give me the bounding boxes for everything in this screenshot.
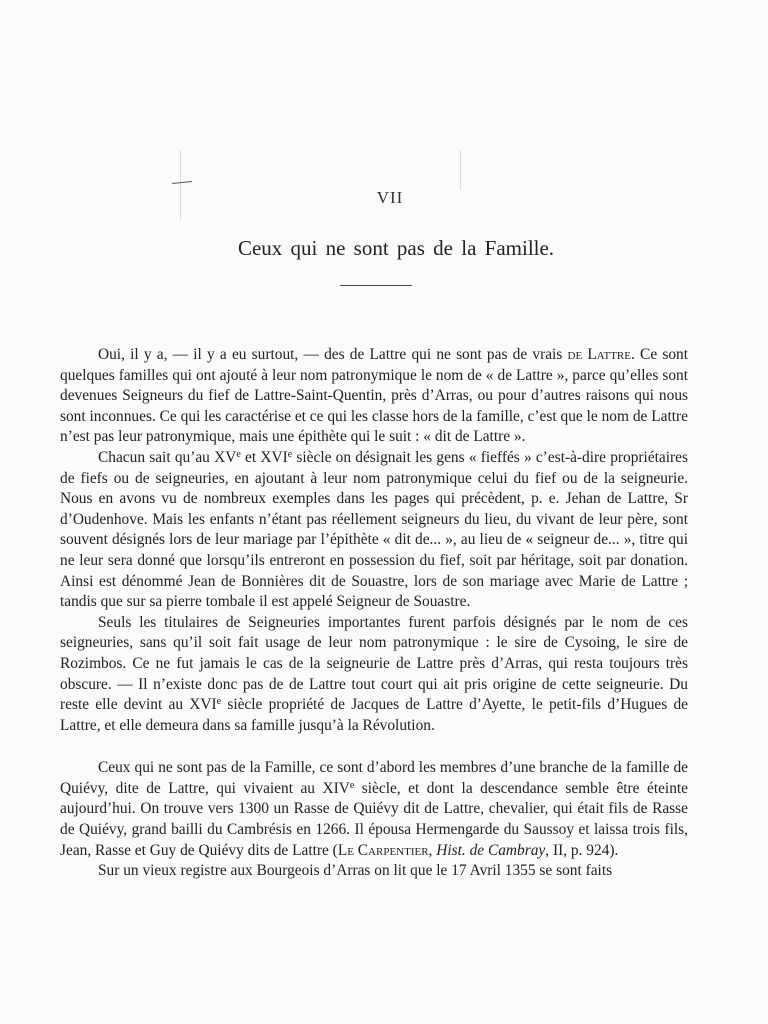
paragraph: Oui, il y a, — il y a eu surtout, — des de Lattre qui ne sont pas de vrais de Lattre. Ce sont quelques familles qui ont ajouté à leur nom patronymique le nom de « de Lattre », parce qu’elles sont devenues Seigneurs du fief de Lattre-Saint-Quentin, près d’Arras, ou pour d’autres raisons qui nous sont inconnues. Ce qui les caractérise et ce qui les classe hors de la famille, c’est que le nom de Lattre n’est pas leur patronymique, mais une épithète qui le suit : « dit de Lattre ». <box>60 346 689 446</box>
author-small-caps: Le Carpentier <box>337 841 429 859</box>
scan-margin-mark <box>460 150 461 190</box>
title-divider <box>340 285 412 286</box>
paragraph: Chacun sait qu’au XVe et XVIe siècle on désignait les gens « fieffés » c’est-à-dire propriétaires de fiefs ou de seigneuries, en ajoutant à leur nom patronymique celui du fief ou de la seigneurie. Nous en avons vu de nombreux exemples dans les pages qui précèdent, p. e. Jehan de Lattre, Sr d’Oudenhove. Mais les enfants n’étant pas réellement seigneurs du lieu, du vivant de leur père, sont souvent désignés lors de leur mariage par l’épithète « dit de... », au lieu de « seigneur de... », titre qui ne leur sera donné que lorsqu’ils entreront en possession du fief, soit par héritage, soit par donation. Ainsi est dénommé Jean de Bonnières dit de Souastre, lors de son mariage avec Marie de Lattre ; tandis que sur sa pierre tombale il est appelé Seigneur de Souastre. <box>60 448 688 611</box>
scan-margin-mark <box>180 150 181 220</box>
chapter-title: Ceux qui ne sont pas de la Famille. <box>237 236 555 260</box>
chapter-number: VII <box>376 188 404 207</box>
paragraph: Ceux qui ne sont pas de la Famille, ce sont d’abord les membres d’une branche de la famille de Quiévy, dite de Lattre, qui vivaient au XIVe siècle, et dont la descendance semble être éteinte aujourd’hui. On trouve vers 1300 un Rasse de Quiévy dit de Lattre, chevalier, qui était fils de Rasse de Quiévy, grand bailli du Cambrésis en 1266. Il épousa Hermengarde du Saussoy et laissa trois fils, Jean, Rasse et Guy de Quiévy dits de Lattre (Le Carpentier, Hist. de Cambray, II, p. 924). <box>60 759 689 859</box>
paragraph: Seuls les titulaires de Seigneuries importantes furent parfois désignés par le nom de ces seigneuries, sans qu’il soit fait usage de leur nom patronymique : le sire de Cysoing, le sire de Rozimbos. Ce ne fut jamais le cas de la seigneurie de Lattre près d’Arras, qui resta toujours très obscure. — Il n’existe donc pas de de Lattre tout court qui ait pris origine de cette seigneurie. Du reste elle devint au XVIe siècle propriété de Jacques de Lattre d’Ayette, le petit-fils d’Hugues de Lattre, et elle demeura dans sa famille jusqu’à la Révolution. <box>60 613 688 734</box>
paragraph-gap <box>60 736 688 758</box>
paragraph: Sur un vieux registre aux Bourgeois d’Arras on lit que le 17 Avril 1355 se sont faits <box>98 862 613 880</box>
body-text <box>60 345 688 882</box>
work-title-italic: Hist. de Cambray <box>436 841 546 859</box>
surname-small-caps: de Lattre <box>567 346 631 363</box>
pencil-mark <box>172 181 192 184</box>
